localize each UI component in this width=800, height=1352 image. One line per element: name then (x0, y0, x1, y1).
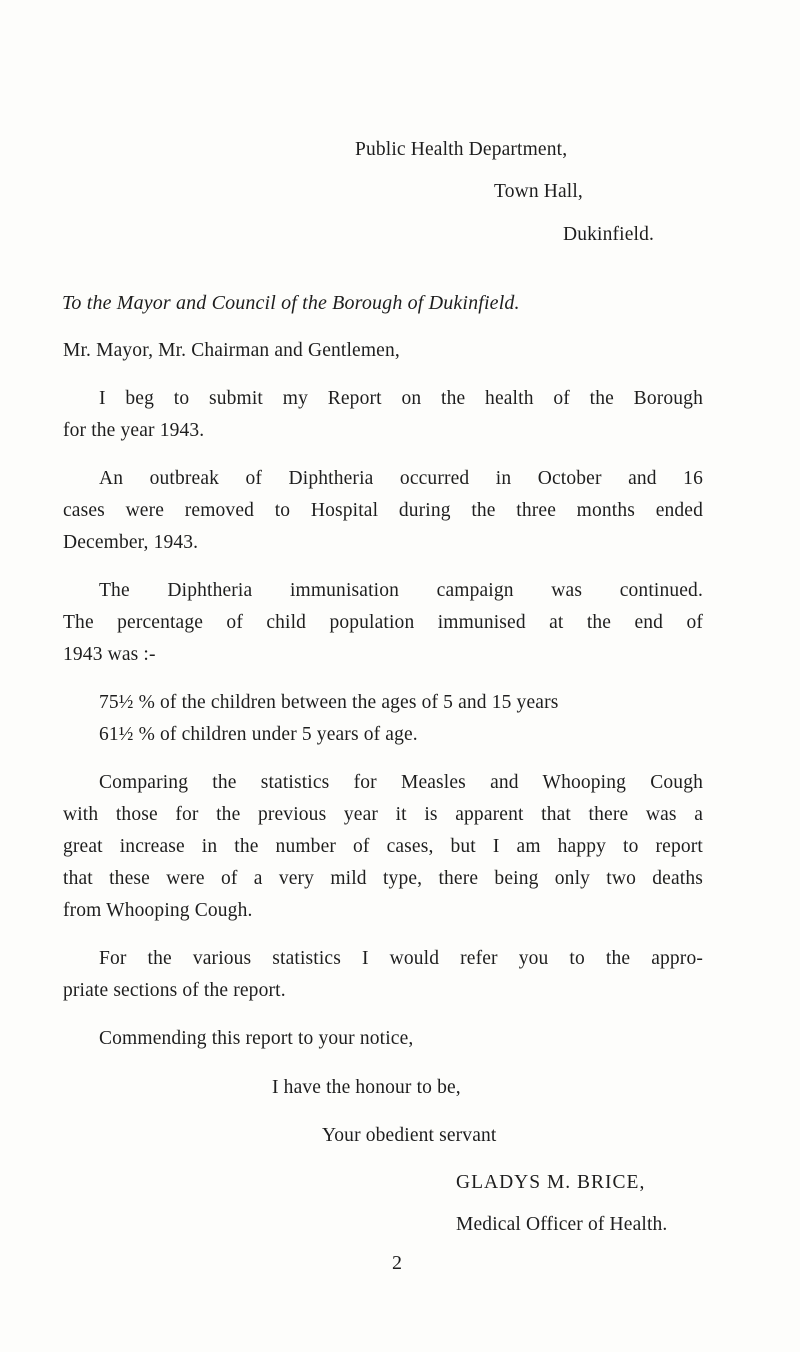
paragraph-3-line-1: The Diphtheria immunisation campaign was continued. (99, 580, 703, 601)
address-line-town-hall: Town Hall, (494, 181, 583, 202)
paragraph-4-line-3: great increase in the number of cases, but I am happy to report (63, 836, 703, 857)
stat-children-under-5: 61½ % of children under 5 years of age. (99, 724, 418, 745)
paragraph-1-line-2: for the year 1943. (63, 420, 205, 441)
paragraph-4-line-1: Comparing the statistics for Measles and Whooping Cough (99, 772, 703, 793)
closing-honour: I have the honour to be, (272, 1077, 461, 1098)
closing-servant: Your obedient servant (322, 1125, 497, 1146)
paragraph-3-line-3: 1943 was :- (63, 644, 156, 665)
signature-name: GLADYS M. BRICE, (456, 1172, 646, 1193)
address-line-department: Public Health Department, (355, 139, 568, 160)
stat-children-5-to-15: 75½ % of the children between the ages of 5 and 15 years (99, 692, 559, 713)
address-line-town: Dukinfield. (563, 224, 655, 245)
paragraph-2-line-1: An outbreak of Diphtheria occurred in October and 16 (99, 468, 703, 489)
paragraph-3-line-2: The percentage of child population immunised at the end of (63, 612, 703, 633)
paragraph-1-line-1: I beg to submit my Report on the health of the Borough (99, 388, 703, 409)
paragraph-5-line-2: priate sections of the report. (63, 980, 286, 1001)
addressee: To the Mayor and Council of the Borough of Dukinfield. (62, 292, 520, 314)
paragraph-4-line-5: from Whooping Cough. (63, 900, 253, 921)
signature-title: Medical Officer of Health. (456, 1214, 668, 1235)
page-number: 2 (392, 1252, 403, 1274)
paragraph-5-line-1: For the various statistics I would refer you to the appro- (99, 948, 703, 969)
paragraph-6: Commending this report to your notice, (99, 1028, 414, 1049)
paragraph-2-line-3: December, 1943. (63, 532, 199, 553)
salutation: Mr. Mayor, Mr. Chairman and Gentlemen, (63, 340, 400, 361)
paragraph-2-line-2: cases were removed to Hospital during the three months ended (63, 500, 703, 521)
paragraph-4-line-4: that these were of a very mild type, there being only two deaths (63, 868, 703, 889)
paragraph-4-line-2: with those for the previous year it is apparent that there was a (63, 804, 703, 825)
